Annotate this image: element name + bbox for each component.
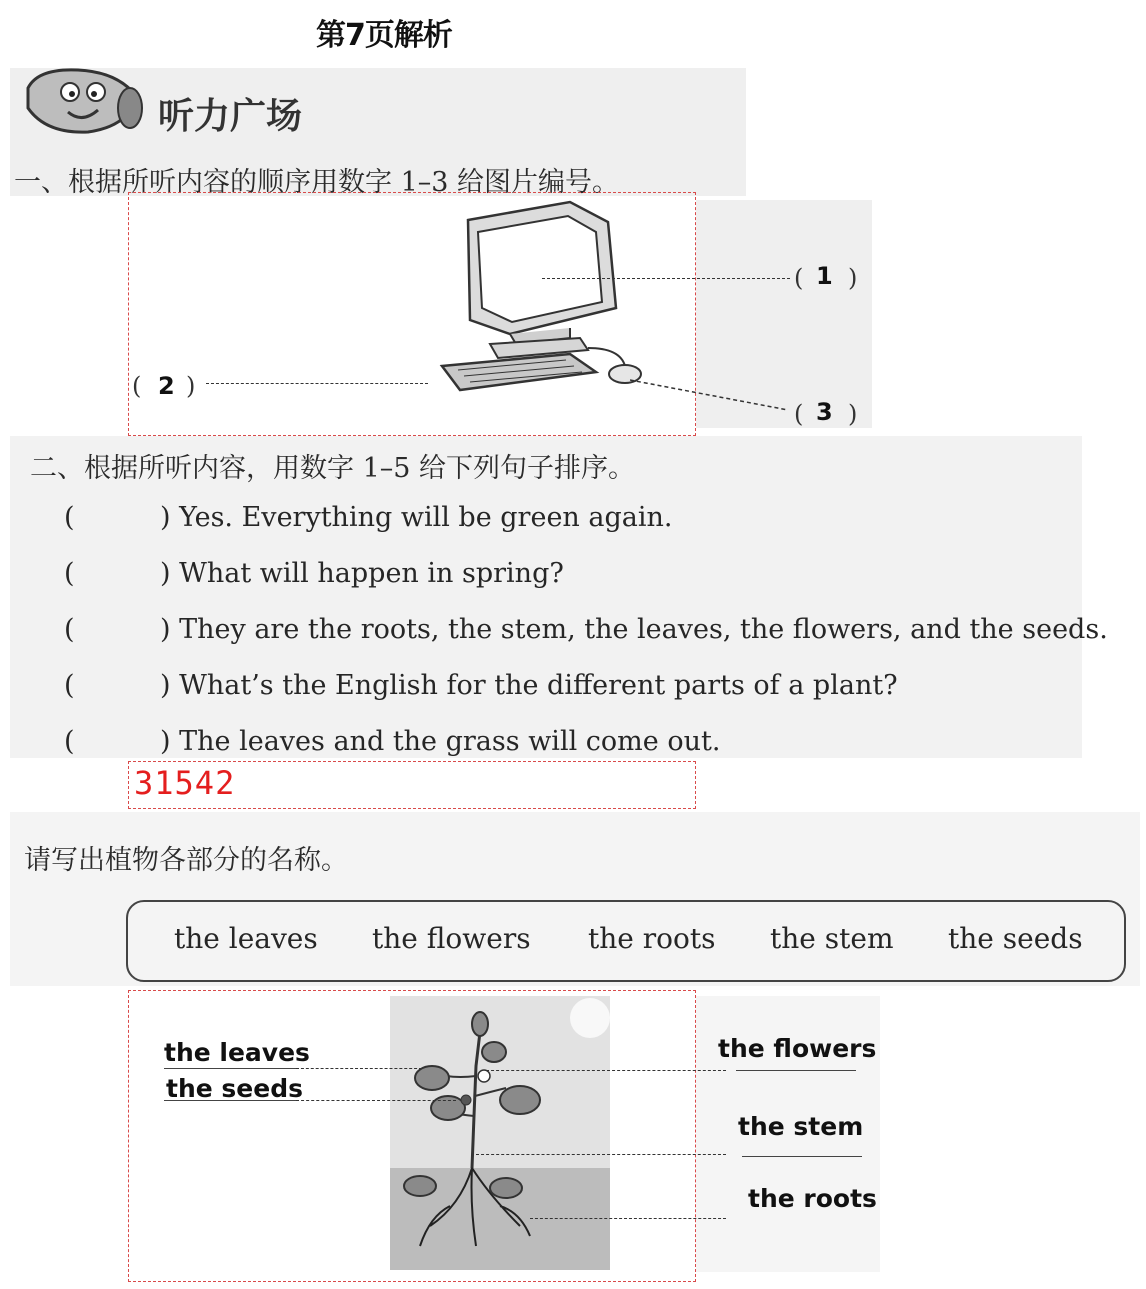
leaves-underline xyxy=(164,1068,296,1069)
mascot-icon xyxy=(18,68,148,138)
plant-heading: 请写出植物各部分的名称。 xyxy=(24,845,348,876)
stem-underline xyxy=(742,1156,862,1157)
seeds-leader-line xyxy=(296,1100,456,1101)
q2-sentence-row: ( ) The leaves and the grass will come out. xyxy=(64,726,721,757)
mouse-leader-line xyxy=(630,378,790,414)
roots-label: the roots xyxy=(748,1184,877,1213)
q2-sentence-row: ( ) What’s the English for the different parts of a plant? xyxy=(64,670,898,701)
q2-sentence: What’s the English for the different parts of a plant? xyxy=(179,670,898,701)
roots-leader-line xyxy=(530,1218,726,1219)
monitor-leader-line xyxy=(542,278,790,279)
word-bank-item: the seeds xyxy=(948,922,1083,955)
keyboard-label-open: ( xyxy=(132,372,142,400)
plant-icon xyxy=(390,996,610,1270)
computer-icon xyxy=(420,198,650,394)
monitor-label-open: ( xyxy=(794,264,804,292)
flowers-label: the flowers xyxy=(718,1034,877,1063)
flowers-leader-line xyxy=(486,1070,726,1071)
page-title: 第7页解析 xyxy=(316,18,452,53)
stem-leader-line xyxy=(476,1154,726,1155)
word-bank-item: the flowers xyxy=(372,922,531,955)
q2-sentence: What will happen in spring? xyxy=(179,558,564,589)
word-bank-item: the stem xyxy=(770,922,894,955)
keyboard-label: 2 xyxy=(158,372,175,400)
q2-heading: 二、根据所听内容，用数字 1–5 给下列句子排序。 xyxy=(30,453,636,484)
flowers-underline xyxy=(736,1070,856,1071)
seeds-label: the seeds xyxy=(166,1074,303,1103)
monitor-label: 1 xyxy=(816,262,833,290)
keyboard-label-close: ) xyxy=(186,372,196,400)
word-bank-item: the roots xyxy=(588,922,716,955)
listening-banner: 听力广场 xyxy=(158,95,303,137)
q2-sentence-row: ( ) Yes. Everything will be green again. xyxy=(64,502,673,533)
keyboard-leader-line xyxy=(206,383,428,384)
mouse-label: 3 xyxy=(816,398,833,426)
q2-sentence-row: ( ) They are the roots, the stem, the leaves, the flowers, and the seeds. xyxy=(64,614,1108,645)
monitor-label-close: ) xyxy=(848,264,858,292)
q2-sentence: The leaves and the grass will come out. xyxy=(179,726,721,757)
q2-answer: 31542 xyxy=(134,764,236,802)
mouse-label-close: ) xyxy=(848,400,858,428)
leaves-leader-line xyxy=(296,1068,422,1069)
word-bank-item: the leaves xyxy=(174,922,318,955)
mouse-label-open: ( xyxy=(794,400,804,428)
leaves-label: the leaves xyxy=(164,1038,310,1067)
q2-sentence: They are the roots, the stem, the leaves, the flowers, and the seeds. xyxy=(179,614,1108,645)
q1-heading: 一、根据所听内容的顺序用数字 1–3 给图片编号。 xyxy=(14,167,620,198)
q2-sentence: Yes. Everything will be green again. xyxy=(179,502,673,533)
q2-sentence-row: ( ) What will happen in spring? xyxy=(64,558,564,589)
stem-label: the stem xyxy=(738,1112,864,1141)
